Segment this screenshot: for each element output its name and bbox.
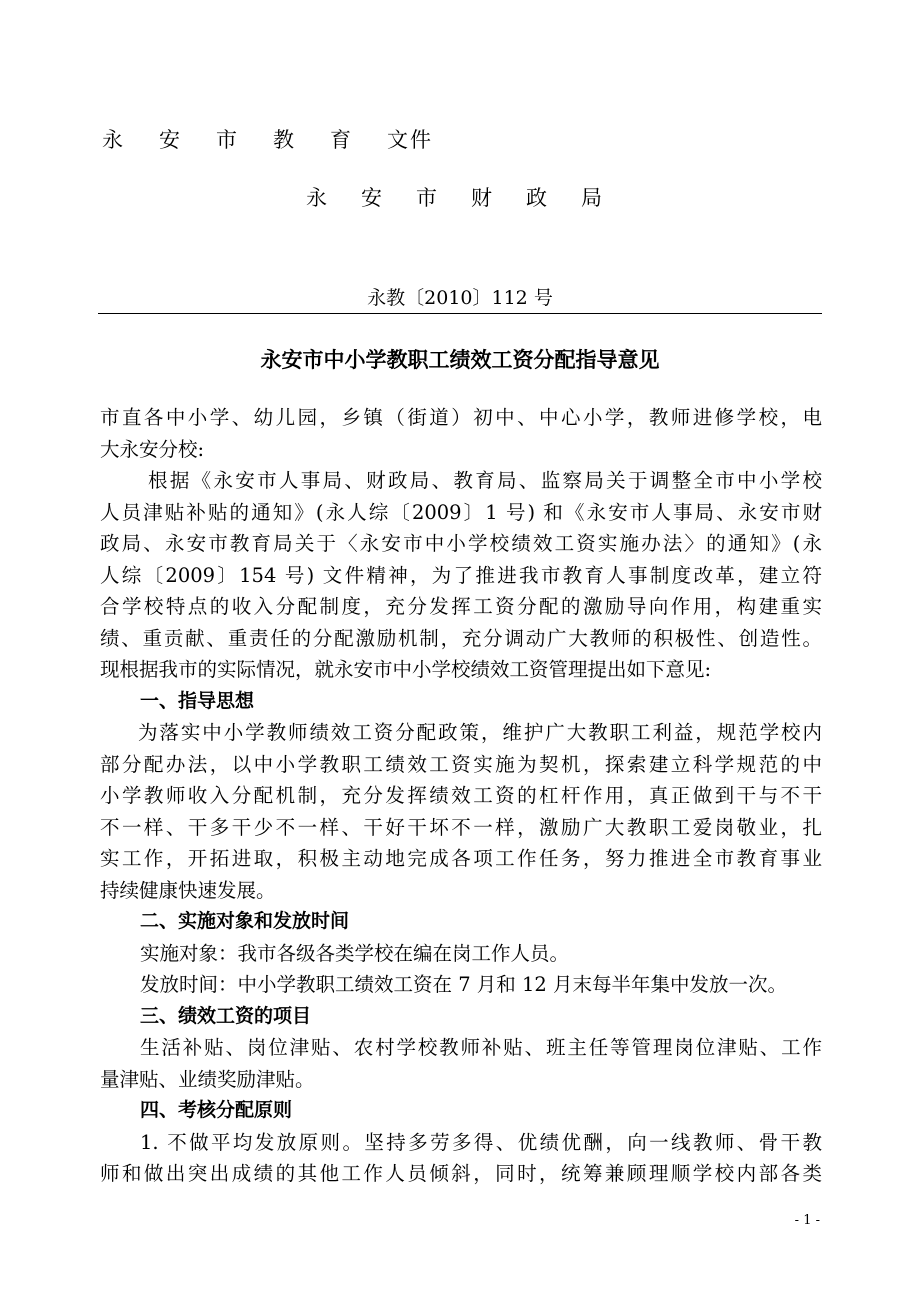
body-line: 小学教师收入分配机制，充分发挥绩效工资的杠杆作用，真正做到干与不干 (100, 784, 822, 807)
body-line: 部分配办法，以中小学教职工绩效工资实施为契机，探索建立科学规范的中 (100, 752, 822, 776)
sender-char: 市 (216, 128, 239, 152)
page-number: - 1 - (794, 1213, 820, 1228)
body-line: 政局、永安市教育局关于〈永安市中小学校绩效工资实施办法〉的通知》(永 (100, 532, 822, 555)
body-line: 师和做出突出成绩的其他工作人员倾斜，同时，统筹兼顾理顺学校内部各类 (100, 1162, 822, 1185)
section-heading: 三、绩效工资的项目 (140, 1004, 312, 1027)
sender-char: 育 (330, 128, 353, 152)
document-number: 永教〔2010〕112 号 (367, 287, 553, 309)
section-heading: 一、指导思想 (140, 689, 255, 712)
sender-line-finance (306, 182, 602, 212)
body-line: 量津贴、业绩奖励津贴。 (100, 1067, 315, 1091)
body-line: 1. 不做平均发放原则。坚持多劳多得、优绩优酬，向一线教师、骨干教 (140, 1130, 822, 1154)
document-title: 永安市中小学教职工绩效工资分配指导意见 (260, 348, 660, 372)
body-line: 人员津贴补贴的通知》(永人综〔2009〕1 号) 和《永安市人事局、永安市财 (100, 500, 822, 524)
body-line: 实工作，开拓进取，积极主动地完成各项工作任务，努力推进全市教育事业 (100, 847, 822, 870)
body-line: 实施对象：我市各级各类学校在编在岗工作人员。 (140, 941, 570, 965)
body-line: 绩、重贡献、重责任的分配激励机制，充分调动广大教师的积极性、创造性。 (100, 626, 822, 650)
document-body (100, 402, 822, 1190)
body-line: 不一样、干多干少不一样、干好干坏不一样，激励广大教职工爱岗敬业，扎 (100, 815, 822, 839)
body-line: 合学校特点的收入分配制度，充分发挥工资分配的激励导向作用，构建重实 (100, 595, 822, 618)
sender-char: 安 (361, 186, 382, 210)
body-line: 根据《永安市人事局、财政局、教育局、监察局关于调整全市中小学校 (148, 469, 822, 492)
sender-char: 永 (102, 128, 125, 152)
section-heading: 四、考核分配原则 (140, 1099, 293, 1121)
sender-char: 政 (526, 186, 547, 210)
sender-char: 市 (416, 186, 437, 210)
body-line: 为落实中小学教师绩效工资分配政策，维护广大教职工利益，规范学校内 (138, 721, 822, 744)
sender-char: 局 (581, 186, 602, 210)
sender-char: 财 (471, 186, 492, 210)
sender-char: 文件 (387, 128, 433, 152)
sender-line-education (102, 124, 433, 154)
body-line: 现根据我市的实际情况，就永安市中小学校绩效工资管理提出如下意见: (100, 658, 712, 681)
sender-char: 教 (273, 128, 296, 152)
sender-char: 安 (159, 128, 182, 152)
header-divider (98, 313, 822, 314)
body-line: 生活补贴、岗位津贴、农村学校教师补贴、班主任等管理岗位津贴、工作 (140, 1036, 822, 1059)
body-line: 大永安分校: (100, 437, 205, 461)
body-line: 发放时间：中小学教职工绩效工资在 7 月和 12 月末每半年集中发放一次。 (140, 973, 788, 996)
body-line: 市直各中小学、幼儿园，乡镇（街道）初中、中心小学，教师进修学校，电 (100, 406, 822, 429)
sender-char: 永 (306, 186, 327, 210)
body-line: 持续健康快速发展。 (100, 878, 276, 902)
section-heading: 二、实施对象和发放时间 (140, 910, 350, 932)
body-line: 人综〔2009〕154 号) 文件精神，为了推进我市教育人事制度改革，建立符 (100, 563, 822, 587)
